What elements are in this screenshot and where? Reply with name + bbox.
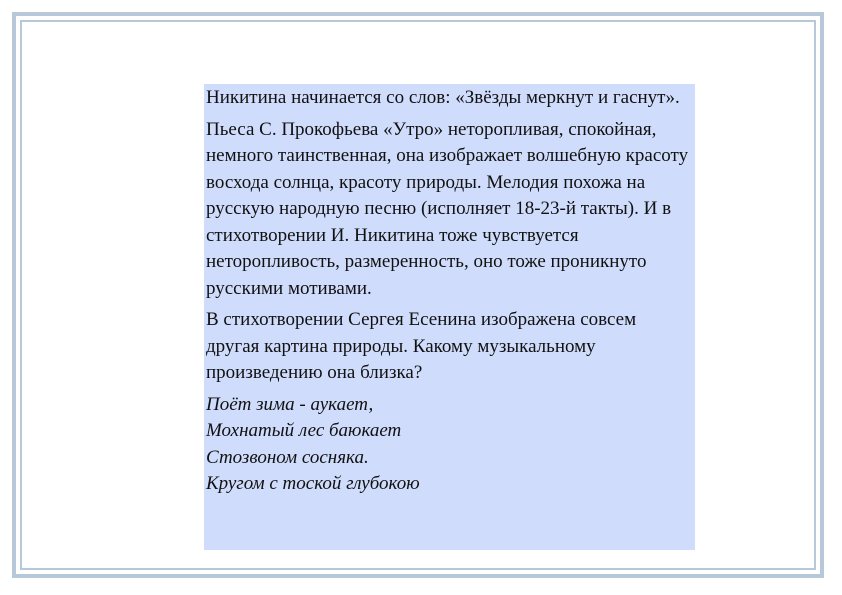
paragraph-prokofiev: Пьеса С. Прокофьева «Утро» неторопливая, спокойная, немного таинственная, она изображает волшебную красоту восхода солнца, красоту природы. Мелодия похожа на русскую народную песню (исполняет 18-23-й такты). И в стихотворении И. Никитина тоже чувствуется неторопливость, размеренность, оно тоже проникнуто русскими мотивами. xyxy=(206,118,689,299)
paragraph-intro: Никитина начинается со слов: «Звёзды меркнут и гаснут». xyxy=(206,87,680,108)
poem-line: Мохнатый лес баюкает xyxy=(206,420,402,441)
text-box xyxy=(204,84,695,550)
poem-line: Стозвоном сосняка. xyxy=(206,446,369,468)
poem-line: Поёт зима - аукает, xyxy=(206,393,374,415)
paragraph-question: В стихотворении Сергея Есенина изображена совсем другая картина природы. Какому музыкальному произведению она близка? xyxy=(206,309,637,383)
poem-line: Кругом с тоской глубокою xyxy=(206,473,420,494)
poem-excerpt xyxy=(206,392,693,498)
